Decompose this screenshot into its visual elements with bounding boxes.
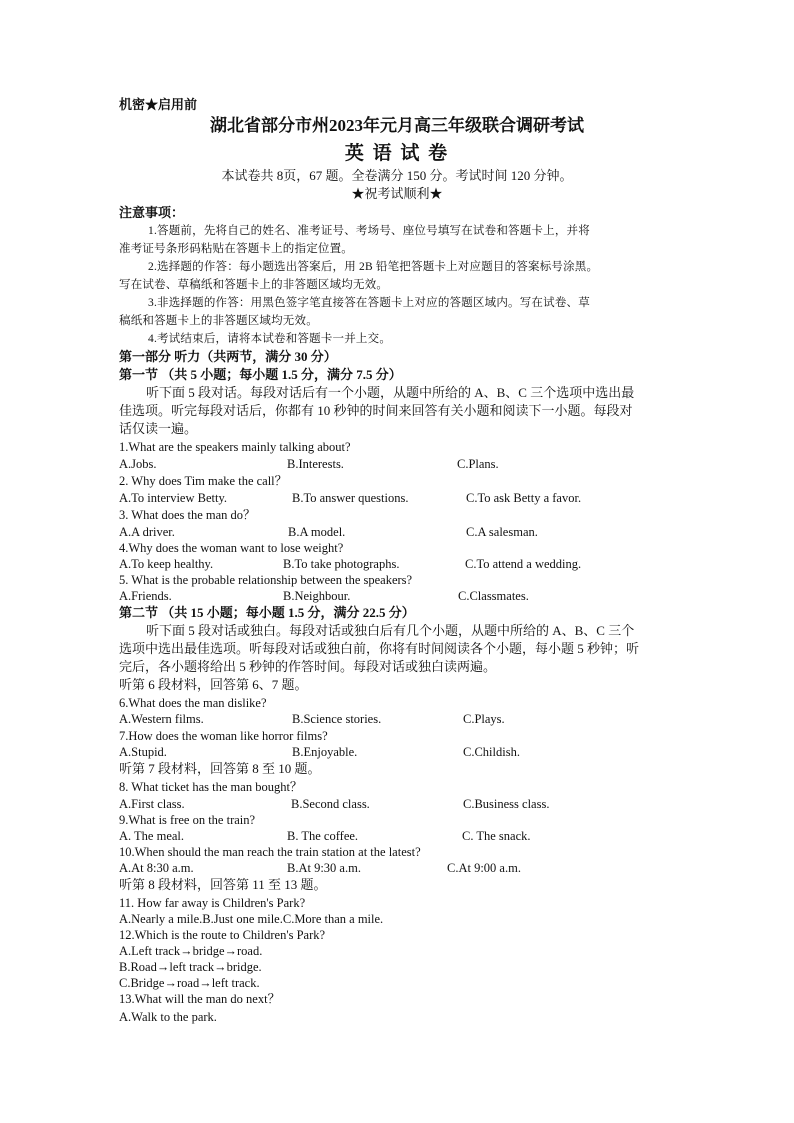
material-heading: 听第 6 段材料，回答第 6、7 题。: [119, 677, 308, 692]
option-c: C.A salesman.: [466, 525, 538, 539]
notice-line: 准考证号条形码粘贴在答题卡上的指定位置。: [119, 243, 353, 255]
option-c: C.Business class.: [463, 797, 550, 811]
question-stem: 8. What ticket has the man bought？: [119, 780, 303, 794]
question-stem: 5. What is the probable relationship between the speakers?: [119, 573, 413, 587]
option-b: B.Neighbour.: [283, 589, 351, 603]
question-stem: 4.Why does the woman want to lose weight?: [119, 541, 344, 555]
question-stem: 7.How does the woman like horror films?: [119, 729, 328, 743]
question-stem: 3. What does the man do？: [119, 508, 256, 522]
question-stem: 6.What does the man dislike?: [119, 696, 267, 710]
notice-line: 4.考试结束后，请将本试卷和答题卡一并上交。: [148, 333, 392, 345]
option-c: C.To attend a wedding.: [465, 557, 582, 571]
notice-line: 2.选择题的作答：每小题选出答案后，用 2B 铅笔把答题卡上对应题目的答案标号涂黑。: [148, 261, 599, 273]
option-a: A.To keep healthy.: [119, 557, 214, 571]
material-heading: 听第 7 段材料，回答第 8 至 10 题。: [119, 761, 321, 776]
section2-title: 第二节 （共 15 小题；每小题 1.5 分，满分 22.5 分）: [119, 605, 415, 620]
section1-title: 第一节 （共 5 小题；每小题 1.5 分，满分 7.5 分）: [119, 367, 402, 382]
question-stem: 9.What is free on the train?: [119, 813, 256, 827]
option-a: A.At 8:30 a.m.: [119, 861, 194, 875]
option-b: B.Road→left track→bridge.: [119, 960, 262, 974]
question-stem: 11. How far away is Children's Park?: [119, 896, 306, 910]
option-a: A.To interview Betty.: [119, 491, 228, 505]
good-luck-text: ★祝考试顺利★: [351, 186, 443, 201]
option-a: A.Left track→bridge→road.: [119, 944, 263, 958]
exam-title: 湖北省部分市州2023年元月高三年级联合调研考试: [210, 116, 584, 135]
option-c: C.To ask Betty a favor.: [466, 491, 582, 505]
subject-title: 英 语 试 卷: [344, 143, 450, 164]
option-c: C.Plays.: [463, 712, 505, 726]
option-a: A.Jobs.: [119, 457, 157, 471]
section1-instructions: 听下面 5 段对话。每段对话后有一个小题，从题中所给的 A、B、C 三个选项中选出最: [146, 385, 635, 400]
option-a: A.Walk to the park.: [119, 1010, 217, 1024]
option-c: C.Plans.: [457, 457, 499, 471]
question-stem: 12.Which is the route to Children's Park?: [119, 928, 326, 942]
option-a: A.A driver.: [119, 525, 175, 539]
option-b: B.Second class.: [291, 797, 370, 811]
option-c: C.Classmates.: [458, 589, 529, 603]
question-stem: 1.What are the speakers mainly talking about?: [119, 440, 351, 454]
option-b: B.To take photographs.: [283, 557, 400, 571]
notice-line: 稿纸和答题卡上的非答题区域均无效。: [119, 315, 318, 327]
option-b: B. The coffee.: [287, 829, 359, 843]
section2-instructions: 选项中选出最佳选项。听每段对话或独白前，你将有时间阅读各个小题，每小题 5 秒钟；听: [119, 641, 640, 656]
option-c: C.Childish.: [463, 745, 520, 759]
notice-heading: 注意事项：: [119, 205, 185, 220]
option-a: A.Friends.: [119, 589, 172, 603]
option-b: B.Enjoyable.: [292, 745, 358, 759]
option-a: A.Stupid.: [119, 745, 167, 759]
option-b: B.A model.: [288, 525, 346, 539]
notice-line: 写在试卷、草稿纸和答题卡上的非答题区域均无效。: [119, 279, 389, 291]
question-stem: 10.When should the man reach the train station at the latest?: [119, 845, 421, 859]
option-a: A.First class.: [119, 797, 185, 811]
option-c: C.At 9:00 a.m.: [447, 861, 521, 875]
notice-line: 3.非选择题的作答：用黑色签字笔直接答在答题卡上对应的答题区域内。写在试卷、草: [148, 297, 590, 309]
material-heading: 听第 8 段材料，回答第 11 至 13 题。: [119, 877, 327, 892]
section2-instructions: 听下面 5 段对话或独白。每段对话或独白后有几个小题，从题中所给的 A、B、C 三个: [146, 623, 635, 638]
option-a: A. The meal.: [119, 829, 185, 843]
exam-info: 本试卷共 8页，67 题。全卷满分 150 分。考试时间 120 分钟。: [221, 168, 573, 183]
option-b: B.Science stories.: [292, 712, 382, 726]
confidential-label: 机密★启用前: [119, 97, 198, 112]
part1-title: 第一部分 听力（共两节，满分 30 分）: [119, 349, 337, 364]
option-b: B.At 9:30 a.m.: [287, 861, 361, 875]
option-b: B.Interests.: [287, 457, 344, 471]
option-c: C. The snack.: [462, 829, 531, 843]
option-c: C.Bridge→road→left track.: [119, 976, 260, 990]
question-options: A.Nearly a mile.B.Just one mile.C.More than a mile.: [119, 912, 384, 926]
question-stem: 2. Why does Tim make the call？: [119, 474, 288, 488]
notice-line: 1.答题前，先将自己的姓名、准考证号、考场号、座位号填写在试卷和答题卡上，并将: [148, 225, 590, 237]
option-b: B.To answer questions.: [292, 491, 409, 505]
section1-instructions: 佳选项。听完每段对话后，你都有 10 秒钟的时间来回答有关小题和阅读下一小题。每段对: [119, 403, 633, 418]
option-a: A.Western films.: [119, 712, 204, 726]
section2-instructions: 完后，各小题将给出 5 秒钟的作答时间。每段对话或独白读两遍。: [119, 659, 497, 674]
question-stem: 13.What will the man do next？: [119, 992, 281, 1006]
section1-instructions: 话仅读一遍。: [119, 421, 198, 436]
